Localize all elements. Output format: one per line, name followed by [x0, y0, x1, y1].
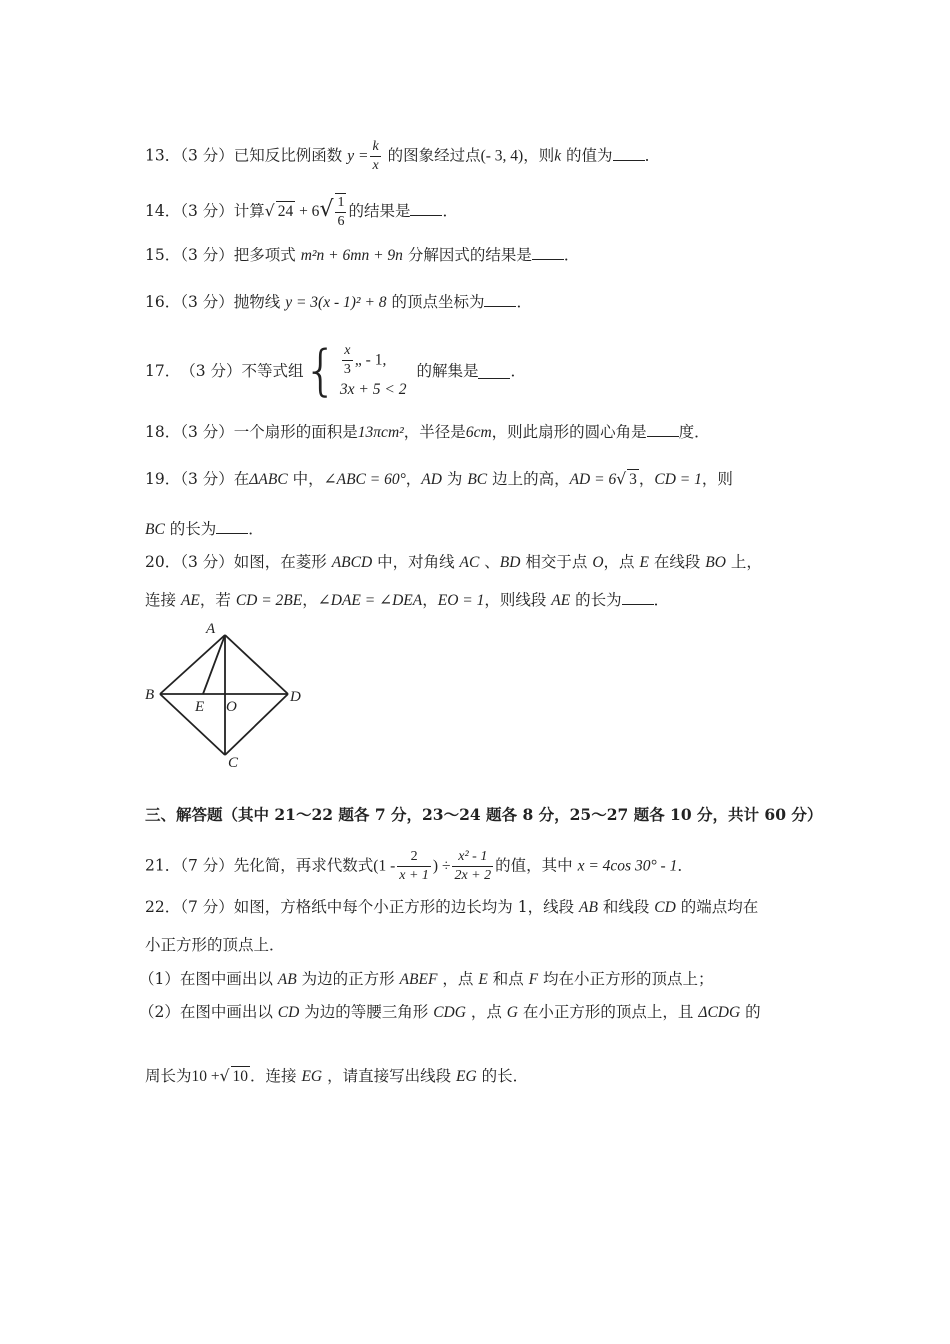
- q22-ab: AB: [579, 899, 598, 916]
- question-20-line2: [145, 590, 669, 611]
- question-22-line5: 周长为10 +√ 10 ．连接 EG ，请直接写出线段 EG 的长．: [145, 1067, 529, 1085]
- q22-p2-cdg: CDG: [433, 1004, 466, 1021]
- left-brace-icon: {: [303, 339, 338, 402]
- q22-l5-val: 10 +: [191, 1068, 220, 1085]
- rhombus-figure: [140, 615, 320, 775]
- q20-score: （3 分）: [180, 553, 234, 571]
- q13-answer-blank: [613, 146, 645, 161]
- question-19-line2: [145, 519, 264, 540]
- q17-answer-blank: [478, 364, 510, 379]
- q22-p1-t2: ，点: [437, 970, 479, 988]
- q14-frac-num: 1: [337, 195, 345, 210]
- q15-score: （3 分）: [180, 246, 234, 264]
- question-21: [145, 848, 693, 885]
- q22-text: 如图，方格纸中每个小正方形的边长均为 1，线段: [233, 898, 579, 916]
- q20-bd: BD: [499, 554, 521, 571]
- q17-frac-num: x: [344, 342, 351, 358]
- q22-text3: 的端点均在: [675, 898, 759, 916]
- q18-text4: 度．: [678, 423, 710, 441]
- q20-end: ．: [653, 591, 670, 609]
- q16-number: 16．: [145, 293, 181, 311]
- q18-number: 18．: [145, 423, 181, 441]
- q22-l5-t4: 的长．: [476, 1067, 529, 1085]
- label-a: A: [206, 621, 216, 637]
- q22-p1-e: E: [478, 971, 488, 988]
- q21-paren-open: (1 -: [373, 857, 396, 875]
- q16-text2: 的顶点坐标为: [386, 293, 485, 311]
- q14-text: 计算: [233, 202, 265, 220]
- q20-text3: 、: [479, 553, 500, 571]
- question-22-line2: 小正方形的顶点上．: [145, 936, 285, 954]
- q17-inequality-system: [303, 339, 407, 402]
- q19-answer-blank: [216, 519, 248, 534]
- q19-triangle: ΔABC: [249, 471, 288, 488]
- label-o: O: [226, 699, 237, 715]
- q16-score: （3 分）: [180, 293, 234, 311]
- q15-text: 把多项式: [233, 246, 301, 264]
- q17-row2: 3x + 5 < 2: [339, 380, 407, 398]
- q13-frac-num: k: [372, 139, 379, 154]
- edge-bc: [160, 694, 225, 755]
- q17-frac: [342, 342, 353, 379]
- label-d: D: [290, 689, 301, 705]
- q16-expression: y = 3(x - 1)² + 8: [285, 294, 387, 311]
- q20-o: O: [592, 554, 604, 571]
- q20-text7: 上，: [725, 553, 762, 571]
- q15-end: ．: [563, 246, 580, 264]
- q20-l2-text1: 连接: [145, 591, 181, 609]
- q13-end: ．: [644, 146, 661, 165]
- q19-text2: 中，: [287, 470, 324, 488]
- q21-f1-den: x + 1: [399, 868, 429, 883]
- q14-score: （3 分）: [180, 202, 234, 220]
- q20-abcd: ABCD: [331, 554, 373, 571]
- q19-text6: ，: [638, 470, 655, 488]
- q19-angle: ∠ABC = 60°: [323, 471, 406, 488]
- q20-l2-text4: ，: [422, 591, 438, 609]
- q17-row1: [340, 342, 407, 379]
- q19-end: ．: [248, 520, 264, 538]
- q16-text: 抛物线: [233, 293, 286, 311]
- q14-mid: + 6: [295, 203, 320, 220]
- edge-ab: [160, 635, 225, 694]
- q22-l5-eg: EG: [301, 1068, 323, 1085]
- q20-ae2: AE: [551, 592, 571, 609]
- q21-number: 21．: [145, 856, 181, 875]
- q18-text3: ，则此扇形的圆心角是: [491, 423, 647, 441]
- q14-answer-blank: [410, 201, 442, 216]
- q22-p2-pre: （2）在图中画出以: [139, 1003, 278, 1021]
- q20-angles: ∠DAE = ∠DEA: [317, 592, 423, 609]
- q16-end: ．: [516, 293, 532, 311]
- q17-row1-rest: „ - 1,: [354, 351, 387, 368]
- q19-number: 19．: [145, 470, 181, 488]
- q17-end: ．: [510, 362, 526, 380]
- q22-p1-t1: 为边的正方形: [296, 970, 400, 988]
- q22-p2-t1: 为边的等腰三角形: [299, 1003, 434, 1021]
- q13-frac-den: x: [372, 158, 379, 173]
- q17-score: （3 分）: [180, 362, 242, 380]
- q16-answer-blank: [484, 292, 516, 307]
- q13-fn-lhs: y =: [347, 147, 369, 165]
- q14-text2: 的结果是: [348, 202, 411, 220]
- q17-text: 不等式组: [241, 362, 304, 380]
- q13-fraction: [370, 138, 380, 175]
- question-20: [145, 552, 762, 573]
- question-22: [145, 897, 758, 918]
- q22-p2-t3: 在小正方形的顶点上，且: [518, 1003, 699, 1021]
- q19-text3: ，: [405, 470, 422, 488]
- q21-fraction2: [452, 848, 493, 885]
- question-13: [145, 138, 660, 175]
- q20-text6: 在线段: [648, 553, 706, 571]
- q20-ac: AC: [459, 554, 480, 571]
- q18-score: （3 分）: [180, 423, 234, 441]
- q21-paren-close: ) ÷: [432, 857, 451, 875]
- q17-frac-den: 3: [343, 361, 351, 377]
- q20-text2: 中，对角线: [372, 553, 460, 571]
- q13-number: 13．: [145, 146, 181, 165]
- q22-p2-cd: CD: [277, 1004, 300, 1021]
- q19-ad: AD: [421, 471, 442, 488]
- q22-number: 22．: [145, 898, 181, 916]
- q20-text: 如图，在菱形: [233, 553, 332, 571]
- q20-l2-text3: ，: [302, 591, 318, 609]
- q21-text: 先化简，再求代数式: [233, 856, 374, 875]
- q20-bo: BO: [705, 554, 726, 571]
- q22-score: （7 分）: [180, 898, 234, 916]
- q18-radius: 6cm: [465, 424, 492, 441]
- q22-p2-t4: 的: [740, 1003, 761, 1021]
- q13-text3: ，则: [523, 146, 555, 165]
- q19-text7: ，则: [701, 470, 733, 488]
- q19-line2-text: 的长为: [164, 520, 217, 538]
- q22-p2-tri: ΔCDG: [698, 1004, 741, 1021]
- question-17: [145, 338, 526, 404]
- edge-ad: [225, 635, 288, 694]
- q19-radicand: 3: [629, 471, 637, 488]
- q13-var: k: [554, 147, 562, 165]
- q17-number: 17．: [145, 362, 181, 380]
- q21-x-value: x = 4cos 30° - 1: [577, 857, 678, 875]
- q13-point: (- 3, 4): [480, 147, 524, 165]
- q20-l2-text6: 的长为: [570, 591, 622, 609]
- q20-l2-text5: ，则线段: [484, 591, 552, 609]
- q20-cd2be: CD = 2BE: [235, 592, 303, 609]
- q22-l5-radicand: 10: [232, 1068, 249, 1085]
- q17-rows: [340, 342, 407, 401]
- q13-text4: 的值为: [561, 146, 613, 165]
- q15-text2: 分解因式的结果是: [402, 246, 532, 264]
- q22-p1-t4: 均在小正方形的顶点上；: [538, 970, 714, 988]
- q22-p2-t2: ，点: [465, 1003, 507, 1021]
- question-15: [145, 245, 579, 266]
- q13-text: 已知反比例函数: [233, 146, 348, 165]
- q20-text5: ，点: [603, 553, 640, 571]
- q20-eo: EO = 1: [437, 592, 485, 609]
- q19-text4: 为: [441, 470, 468, 488]
- q15-answer-blank: [532, 245, 564, 260]
- q13-score: （3 分）: [180, 146, 234, 165]
- q22-p1-f: F: [528, 971, 539, 988]
- q20-text4: 相交于点: [520, 553, 593, 571]
- q20-answer-blank: [622, 590, 654, 605]
- q19-ad-eq: AD = 6: [569, 471, 617, 488]
- q14-radicand: 24: [277, 203, 294, 220]
- question-19: 19．（3 分）在ΔABC 中，∠ABC = 60°，AD 为 BC 边上的高，AD = 6√ 3 ，CD = 1，则: [145, 470, 733, 488]
- q17-text2: 的解集是: [416, 362, 479, 380]
- label-e: E: [195, 699, 205, 715]
- q22-p1-ab: AB: [277, 971, 297, 988]
- q22-p1-abef: ABEF: [399, 971, 438, 988]
- question-16: [145, 292, 532, 313]
- q22-cd: CD: [654, 899, 676, 916]
- q20-ae: AE: [180, 592, 200, 609]
- q21-end: ．: [677, 856, 693, 875]
- q19-cd: CD = 1: [654, 471, 702, 488]
- question-14: 14．（3 分）计算√ 24 + 6√ $\frac{1}{6}$ 的结果是 ．: [145, 195, 458, 229]
- q22-p1-pre: （1）在图中画出以: [139, 970, 278, 988]
- q21-f2-den: 2x + 2: [454, 868, 492, 883]
- q20-number: 20．: [145, 553, 181, 571]
- q19-bc: BC: [467, 471, 488, 488]
- question-18: [145, 422, 710, 443]
- q22-text2: 和线段: [597, 898, 655, 916]
- q20-e: E: [639, 554, 649, 571]
- q22-l5-t1: 周长为: [145, 1067, 192, 1085]
- question-22-part2: [139, 1002, 761, 1023]
- q18-text2: ，半径是: [403, 423, 466, 441]
- q19-text5: 边上的高，: [487, 470, 570, 488]
- q19-score: （3 分）: [180, 470, 234, 488]
- q14-frac-den: 6: [337, 214, 345, 229]
- q13-text2: 的图象经过点: [382, 146, 481, 165]
- q21-f2-num: x² - 1: [458, 849, 488, 864]
- q18-text: 一个扇形的面积是: [233, 423, 358, 441]
- q19-text: 在: [233, 470, 250, 488]
- q14-number: 14．: [145, 202, 181, 220]
- q22-l5-eg2: EG: [456, 1068, 477, 1085]
- q19-bc2: BC: [145, 521, 165, 538]
- label-c: C: [228, 755, 239, 771]
- q22-p2-g: G: [506, 1004, 518, 1021]
- q22-p1-t3: 和点: [487, 970, 529, 988]
- q21-f1-num: 2: [410, 849, 418, 864]
- q15-number: 15．: [145, 246, 181, 264]
- q15-polynomial: m²n + 6mn + 9n: [300, 247, 403, 264]
- q14-fraction: [335, 193, 346, 231]
- q21-text2: 的值，其中: [495, 856, 578, 875]
- section-3-heading: 三、解答题（其中 21～22 题各 7 分，23～24 题各 8 分，25～27 题各 10 分，共计 60 分）: [145, 805, 823, 824]
- q21-score: （7 分）: [180, 856, 234, 875]
- q22-l5-t2: ．连接: [250, 1067, 302, 1085]
- question-22-part1: [139, 969, 714, 990]
- q21-fraction1: [397, 848, 431, 885]
- label-b: B: [145, 687, 155, 703]
- q18-area: 13πcm²: [357, 424, 404, 441]
- q14-end: ．: [442, 202, 458, 220]
- q18-answer-blank: [647, 422, 679, 437]
- q22-l5-t3: ，请直接写出线段: [322, 1067, 456, 1085]
- q20-l2-text2: ，若: [199, 591, 236, 609]
